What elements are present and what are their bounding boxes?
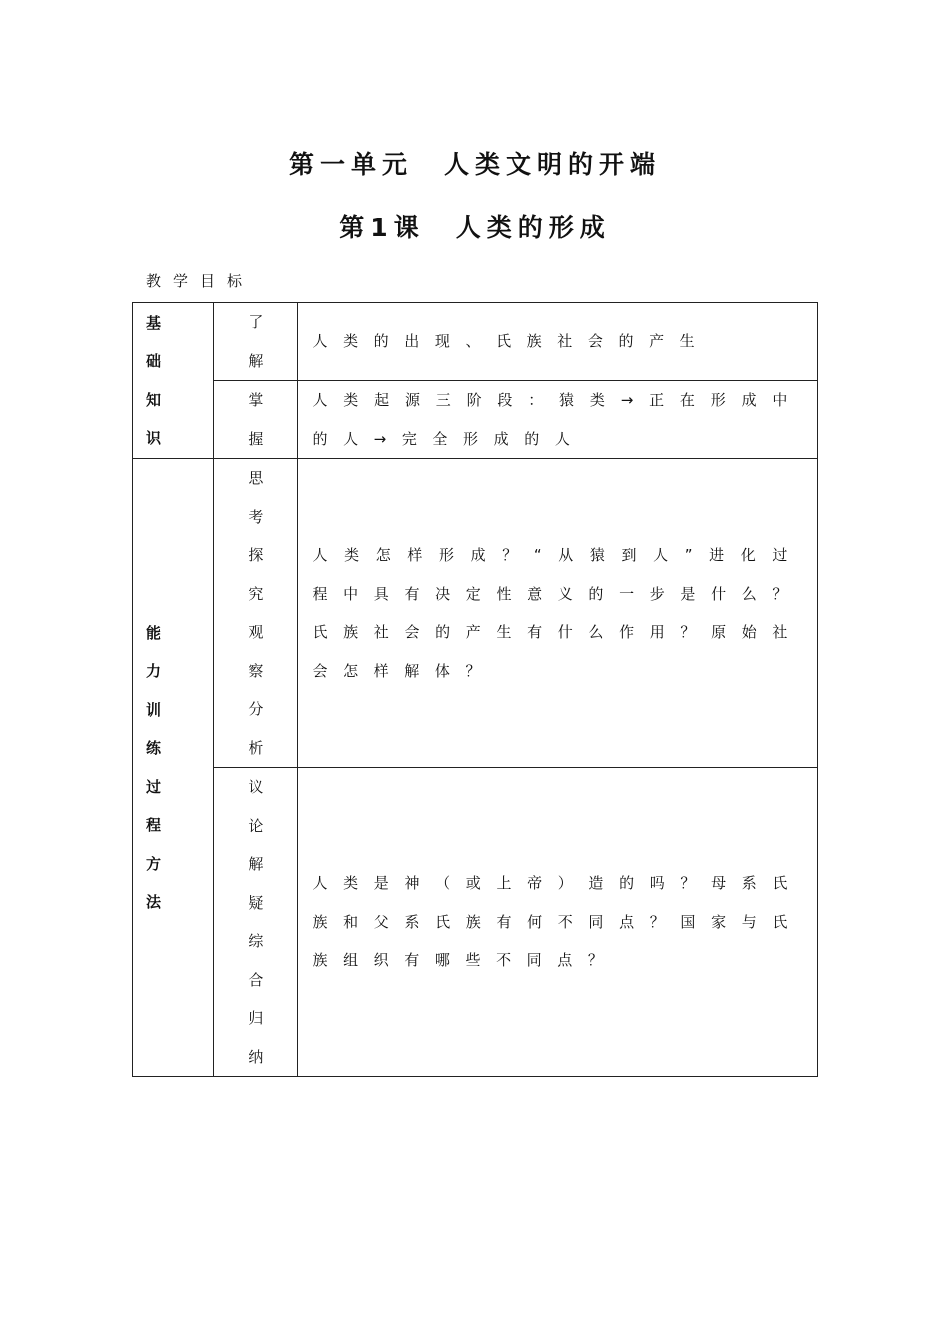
level-cell	[214, 381, 298, 459]
category-basic-knowledge: 基础知识	[133, 303, 214, 459]
table-row	[133, 768, 818, 1077]
level-cell	[214, 303, 298, 381]
content-cell: 人类是神（或上帝）造的吗？母系氏族和父系氏族有何不同点？国家与氏族组织有哪些不同点？	[298, 768, 818, 1077]
level-label: 议论解疑综合归纳	[248, 778, 264, 1066]
level-cell	[214, 768, 298, 1077]
table-row	[133, 459, 818, 768]
content-cell: 人类的出现、氏族社会的产生	[298, 303, 818, 381]
category-ability-training: 能力训练过程方法	[133, 459, 214, 1077]
table-row	[133, 303, 818, 381]
table-row	[133, 381, 818, 459]
level-cell	[214, 459, 298, 768]
teaching-goals-table	[132, 302, 818, 1077]
level-label: 了解	[248, 313, 264, 370]
content-cell: 人类怎样形成？“从猿到人”进化过程中具有决定性意义的一步是什么？氏族社会的产生有什么作用？原始社会怎样解体？	[298, 459, 818, 768]
level-label: 思考探究观察分析	[248, 469, 264, 757]
teaching-goals-label: 教学目标	[146, 272, 255, 290]
content-cell: 人类起源三阶段：猿类→正在形成中的人→完全形成的人	[298, 381, 818, 459]
unit-title: 第一单元 人类文明的开端	[288, 150, 661, 179]
level-label: 掌握	[248, 391, 264, 448]
lesson-title: 第1课 人类的形成	[339, 213, 611, 242]
